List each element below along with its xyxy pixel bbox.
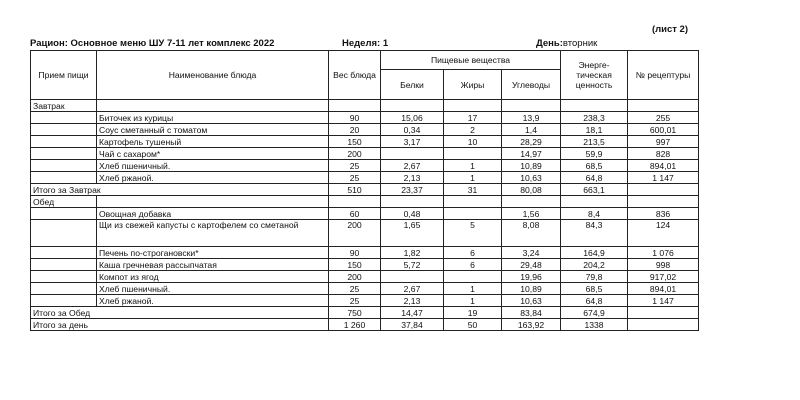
dish-protein: 5,72 (381, 259, 444, 271)
col-recipe: № рецептуры (628, 51, 699, 100)
dish-weight: 150 (329, 259, 381, 271)
dish-fat: 10 (444, 136, 502, 148)
table-row (31, 220, 699, 247)
total-fat: 31 (444, 184, 502, 196)
dish-carbs: 19,96 (502, 271, 561, 283)
dish-energy: 8,4 (561, 208, 628, 220)
week-info: Неделя: 1 (342, 38, 389, 49)
dish-weight: 200 (329, 148, 381, 160)
dish-fat: 5 (444, 220, 502, 247)
section-title: Обед (31, 196, 97, 208)
total-label: Итого за Завтрак (31, 184, 329, 196)
day-info: День: вторник (536, 38, 598, 49)
dish-protein: 3,17 (381, 136, 444, 148)
dish-weight: 25 (329, 160, 381, 172)
col-carbs: Углеводы (502, 70, 561, 100)
total-row-lunch (31, 307, 699, 319)
dish-protein: 2,13 (381, 172, 444, 184)
meal-cell (31, 247, 97, 259)
table-row (31, 172, 699, 184)
document-header (30, 38, 720, 50)
dish-recipe: 1 147 (628, 295, 699, 307)
meal-cell (31, 220, 97, 247)
table-row (31, 160, 699, 172)
total-row-day (31, 319, 699, 331)
table-row (31, 295, 699, 307)
dish-fat: 17 (444, 112, 502, 124)
dish-energy: 213,5 (561, 136, 628, 148)
col-fat: Жиры (444, 70, 502, 100)
dish-recipe: 124 (628, 220, 699, 247)
dish-fat: 6 (444, 247, 502, 259)
dish-protein: 2,67 (381, 160, 444, 172)
dish-weight: 200 (329, 271, 381, 283)
table-row (31, 136, 699, 148)
table-row (31, 247, 699, 259)
dish-recipe: 894,01 (628, 283, 699, 295)
dish-protein: 1,82 (381, 247, 444, 259)
dish-recipe: 836 (628, 208, 699, 220)
dish-name: Щи из свежей капусты с картофелем со сметаной (97, 220, 329, 247)
total-protein: 14,47 (381, 307, 444, 319)
total-carbs: 163,92 (502, 319, 561, 331)
dish-carbs: 1,56 (502, 208, 561, 220)
menu-table (30, 50, 699, 331)
total-energy: 663,1 (561, 184, 628, 196)
total-label: Итого за Обед (31, 307, 329, 319)
total-weight: 750 (329, 307, 381, 319)
meal-cell (31, 283, 97, 295)
total-energy: 1338 (561, 319, 628, 331)
dish-weight: 90 (329, 112, 381, 124)
section-row-lunch (31, 196, 699, 208)
dish-name: Чай с сахаром* (97, 148, 329, 160)
total-protein: 23,37 (381, 184, 444, 196)
dish-name: Компот из ягод (97, 271, 329, 283)
col-energy: Энерге-тическая ценность (561, 51, 628, 100)
dish-protein: 2,13 (381, 295, 444, 307)
meal-cell (31, 148, 97, 160)
table-row (31, 271, 699, 283)
dish-recipe: 828 (628, 148, 699, 160)
meal-cell (31, 172, 97, 184)
section-row-breakfast (31, 100, 699, 112)
col-weight: Вес блюда (329, 51, 381, 100)
dish-protein: 0,48 (381, 208, 444, 220)
meal-cell (31, 160, 97, 172)
dish-energy: 64,8 (561, 295, 628, 307)
lunch-body (31, 208, 699, 307)
dish-energy: 59,9 (561, 148, 628, 160)
dish-recipe: 998 (628, 259, 699, 271)
dish-weight: 25 (329, 283, 381, 295)
dish-carbs: 10,89 (502, 283, 561, 295)
dish-energy: 238,3 (561, 112, 628, 124)
table-body (31, 100, 699, 112)
dish-name: Хлеб пшеничный. (97, 160, 329, 172)
dish-recipe: 600,01 (628, 124, 699, 136)
dish-energy: 64,8 (561, 172, 628, 184)
dish-name: Каша гречневая рассыпчатая (97, 259, 329, 271)
dish-carbs: 10,63 (502, 172, 561, 184)
meal-cell (31, 259, 97, 271)
dish-weight: 25 (329, 295, 381, 307)
total-row-breakfast (31, 184, 699, 196)
dish-energy: 84,3 (561, 220, 628, 247)
dish-recipe: 255 (628, 112, 699, 124)
dish-fat: 1 (444, 160, 502, 172)
total-fat: 50 (444, 319, 502, 331)
dish-energy: 79,8 (561, 271, 628, 283)
dish-carbs: 10,63 (502, 295, 561, 307)
meal-cell (31, 124, 97, 136)
dish-energy: 18,1 (561, 124, 628, 136)
col-protein: Белки (381, 70, 444, 100)
dish-name: Соус сметанный с томатом (97, 124, 329, 136)
dish-protein: 1,65 (381, 220, 444, 247)
meal-cell (31, 136, 97, 148)
dish-name: Биточек из курицы (97, 112, 329, 124)
dish-carbs: 8,08 (502, 220, 561, 247)
dish-weight: 20 (329, 124, 381, 136)
dish-fat: 1 (444, 283, 502, 295)
dish-protein: 15,06 (381, 112, 444, 124)
dish-fat (444, 271, 502, 283)
col-meal: Прием пищи (31, 51, 97, 100)
dish-recipe: 1 147 (628, 172, 699, 184)
table-row (31, 208, 699, 220)
dish-weight: 25 (329, 172, 381, 184)
dish-fat (444, 148, 502, 160)
total-weight: 510 (329, 184, 381, 196)
dish-protein (381, 271, 444, 283)
dish-fat: 1 (444, 172, 502, 184)
dish-protein (381, 148, 444, 160)
dish-energy: 68,5 (561, 160, 628, 172)
table-row (31, 283, 699, 295)
total-carbs: 83,84 (502, 307, 561, 319)
meal-cell (31, 112, 97, 124)
table-body-3 (31, 307, 699, 331)
dish-energy: 164,9 (561, 247, 628, 259)
dish-name: Картофель тушеный (97, 136, 329, 148)
table-row (31, 148, 699, 160)
total-fat: 19 (444, 307, 502, 319)
meal-cell (31, 208, 97, 220)
dish-name: Хлеб ржаной. (97, 295, 329, 307)
dish-weight: 200 (329, 220, 381, 247)
dish-carbs: 10,89 (502, 160, 561, 172)
dish-name: Хлеб пшеничный. (97, 283, 329, 295)
total-energy: 674,9 (561, 307, 628, 319)
dish-recipe: 917,02 (628, 271, 699, 283)
total-label: Итого за день (31, 319, 329, 331)
dish-fat (444, 208, 502, 220)
section-title: Завтрак (31, 100, 97, 112)
dish-name: Хлеб ржаной. (97, 172, 329, 184)
dish-weight: 60 (329, 208, 381, 220)
dish-fat: 6 (444, 259, 502, 271)
table-header-row (31, 51, 699, 70)
dish-carbs: 28,29 (502, 136, 561, 148)
meal-cell (31, 271, 97, 283)
dish-fat: 1 (444, 295, 502, 307)
table-row (31, 124, 699, 136)
dish-name: Овощная добавка (97, 208, 329, 220)
col-nutrients: Пищевые вещества (381, 51, 561, 70)
dish-recipe: 894,01 (628, 160, 699, 172)
dish-name: Печень по-строгановски* (97, 247, 329, 259)
dish-carbs: 1,4 (502, 124, 561, 136)
breakfast-body (31, 112, 699, 184)
col-dish: Наименование блюда (97, 51, 329, 100)
total-protein: 37,84 (381, 319, 444, 331)
dish-weight: 150 (329, 136, 381, 148)
dish-fat: 2 (444, 124, 502, 136)
dish-carbs: 3,24 (502, 247, 561, 259)
dish-recipe: 997 (628, 136, 699, 148)
sheet-number: (лист 2) (651, 24, 688, 35)
dish-weight: 90 (329, 247, 381, 259)
total-carbs: 80,08 (502, 184, 561, 196)
meal-cell (31, 295, 97, 307)
dish-energy: 204,2 (561, 259, 628, 271)
dish-carbs: 13,9 (502, 112, 561, 124)
ration-info: Рацион: Основное меню ШУ 7-11 лет комплекс 2022 (30, 38, 275, 49)
dish-recipe: 1 076 (628, 247, 699, 259)
dish-carbs: 29,48 (502, 259, 561, 271)
dish-protein: 2,67 (381, 283, 444, 295)
table-row (31, 259, 699, 271)
total-weight: 1 260 (329, 319, 381, 331)
dish-energy: 68,5 (561, 283, 628, 295)
table-row (31, 112, 699, 124)
table-body-2 (31, 184, 699, 208)
dish-protein: 0,34 (381, 124, 444, 136)
dish-carbs: 14,97 (502, 148, 561, 160)
